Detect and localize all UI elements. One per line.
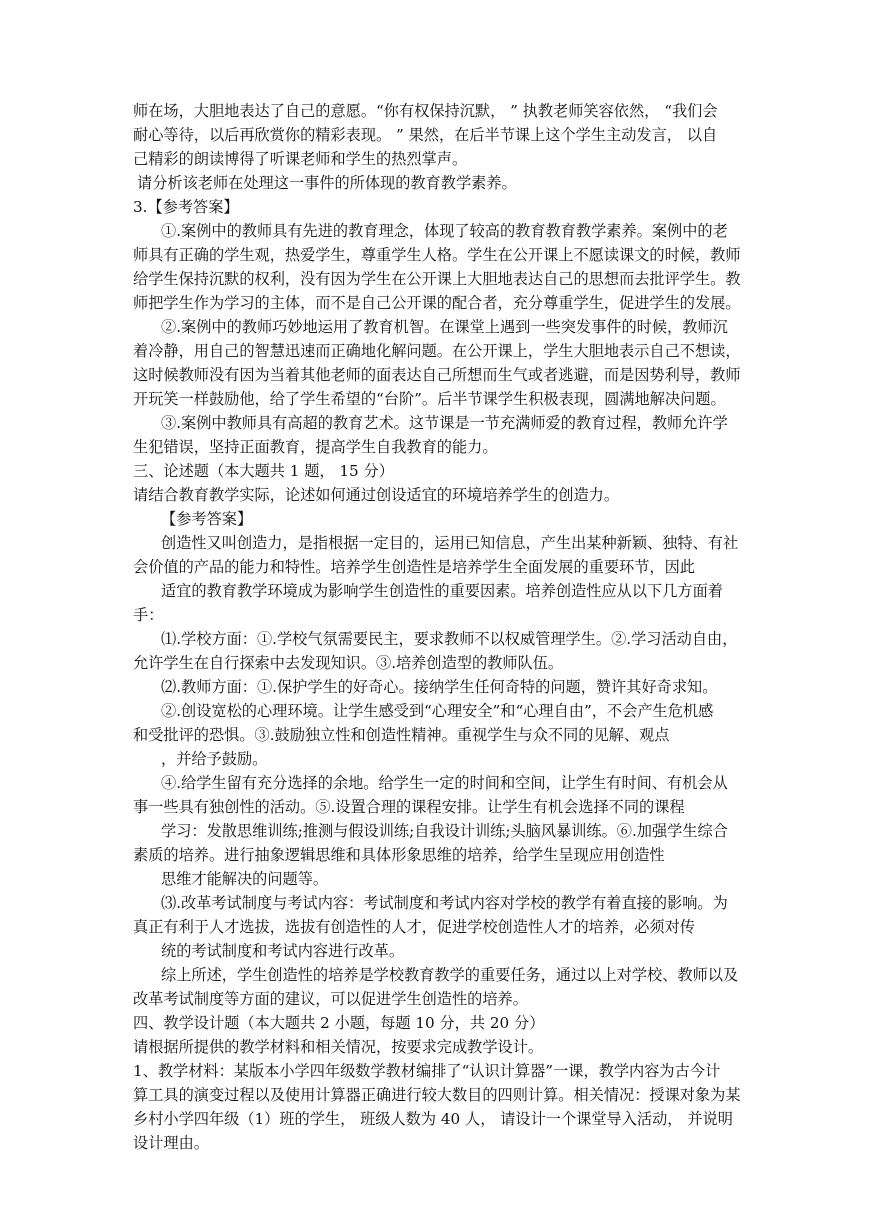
text-line: 综上所述，学生创造性的培养是学校教育教学的重要任务，通过以上对学校、教师以及 <box>161 966 739 984</box>
text-line: 生犯错误，坚持正面教育，提高学生自我教育的能力。 <box>133 438 498 456</box>
question-prompt: 请分析该老师在处理这一事件的所体现的教育教学素养。 <box>137 174 517 192</box>
text-line: 会价值的产品的能力和特性。培养学生创造性是培养学生全面发展的重要环节，因此 <box>133 558 695 576</box>
text-line: ②.创设宽松的心理环境。让学生感受到“心理安全”和“心理自由”，不会产生危机感 <box>161 702 714 720</box>
text-line: 师在场，大胆地表达了自己的意愿。“你有权保持沉默， ” 执教老师笑容依然， “我们会 <box>133 102 718 120</box>
text-line: ②.案例中的教师巧妙地运用了教育机智。在课堂上遇到一些突发事件的时候，教师沉 <box>161 318 728 336</box>
text-line: 素质的培养。进行抽象逻辑思维和具体形象思维的培养，给学生呈现应用创造性 <box>133 846 665 864</box>
section-heading: 四、教学设计题（本大题共 2 小题，每题 10 分，共 20 分） <box>133 1014 545 1032</box>
text-line: 耐心等待，以后再欣赏你的精彩表现。 ” 果然，在后半节课上这个学生主动发言， 以自 <box>133 126 718 144</box>
text-line: 和受批评的恐惧。③.鼓励独立性和创造性精神。重视学生与众不同的见解、观点 <box>133 726 670 744</box>
text-line: 真正有利于人才选拔，选拔有创造性的人才，促进学校创造性人才的培养，必须对传 <box>133 918 695 936</box>
text-line: 手： <box>133 606 164 624</box>
text-line: ①.案例中的教师具有先进的教育理念，体现了较高的教育教育教学素养。案例中的老 <box>161 222 728 240</box>
text-line: ⑶.改革考试制度与考试内容：考试制度和考试内容对学校的教学有着直接的影响。为 <box>161 894 728 912</box>
text-line: 己精彩的朗读博得了听课老师和学生的热烈掌声。 <box>133 150 468 168</box>
text-line: 师具有正确的学生观，热爱学生，尊重学生人格。学生在公开课上不愿读课文的时候，教师 <box>133 246 741 264</box>
text-line: 允许学生在自行探索中去发现知识。③.培养创造型的教师队伍。 <box>133 654 564 672</box>
text-line: 适宜的教育教学环境成为影响学生创造性的重要因素。培养创造性应从以下几方面着 <box>161 582 723 600</box>
text-line: ④.给学生留有充分选择的余地。给学生一定的时间和空间，让学生有时间、有机会从 <box>161 774 728 792</box>
text-line: 创造性又叫创造力，是指根据一定目的，运用已知信息，产生出某种新颖、独特、有社 <box>161 534 739 552</box>
text-line: 学习：发散思维训练;推测与假设训练;自我设计训练;头脑风暴训练。⑥.加强学生综合 <box>161 822 728 840</box>
text-line: 这时候教师没有因为当着其他老师的面表达自己所想而生气或者逃避，而是因势利导，教师 <box>133 366 741 384</box>
text-line: 改革考试制度等方面的建议，可以促进学生创造性的培养。 <box>133 990 528 1008</box>
text-line: 师把学生作为学习的主体，而不是自己公开课的配合者，充分尊重学生，促进学生的发展。 <box>133 294 741 312</box>
text-line: 思维才能解决的问题等。 <box>161 870 329 888</box>
question-prompt: 请根据所提供的教学材料和相关情况，按要求完成教学设计。 <box>133 1038 544 1056</box>
text-line: 设计理由。 <box>133 1134 209 1152</box>
text-line: ，并给予鼓励。 <box>161 750 268 768</box>
text-line: 乡村小学四年级（1）班的学生， 班级人数为 40 人， 请设计一个课堂导入活动， 并说明 <box>133 1110 733 1128</box>
text-line: ③.案例中教师具有高超的教育艺术。这节课是一节充满师爱的教育过程，教师允许学 <box>161 414 728 432</box>
text-line: ⑴.学校方面：①.学校气氛需要民主，要求教师不以权威管理学生。②.学习活动自由， <box>161 630 738 648</box>
text-line: 事一些具有独创性的活动。⑤.设置合理的课程安排。让学生有机会选择不同的课程 <box>133 798 685 816</box>
text-line: 统的考试制度和考试内容进行改革。 <box>161 942 404 960</box>
text-line: 1、教学材料：某版本小学四年级数学教材编排了“认识计算器”一课，教学内容为古今计 <box>133 1062 721 1080</box>
text-line: 给学生保持沉默的权利，没有因为学生在公开课上大胆地表达自己的思想而去批评学生。教 <box>133 270 741 288</box>
section-heading: 三、论述题（本大题共 1 题， 15 分） <box>133 462 394 480</box>
answer-heading: 【参考答案】 <box>161 510 253 528</box>
text-line: 着冷静，用自己的智慧迅速而正确地化解问题。在公开课上，学生大胆地表示自己不想读， <box>133 342 741 360</box>
text-line: 开玩笑一样鼓励他，给了学生希望的“台阶”。后半节课学生积极表现，圆满地解决问题。 <box>133 390 726 408</box>
text-line: ⑵.教师方面：①.保护学生的好奇心。接纳学生任何奇特的问题，赞许其好奇求知。 <box>161 678 718 696</box>
question-prompt: 请结合教育教学实际，论述如何通过创设适宜的环境培养学生的创造力。 <box>133 486 619 504</box>
text-line: 算工具的演变过程以及使用计算器正确进行较大数目的四则计算。相关情况：授课对象为某 <box>133 1086 741 1104</box>
answer-heading: 3.【参考答案】 <box>133 198 239 216</box>
